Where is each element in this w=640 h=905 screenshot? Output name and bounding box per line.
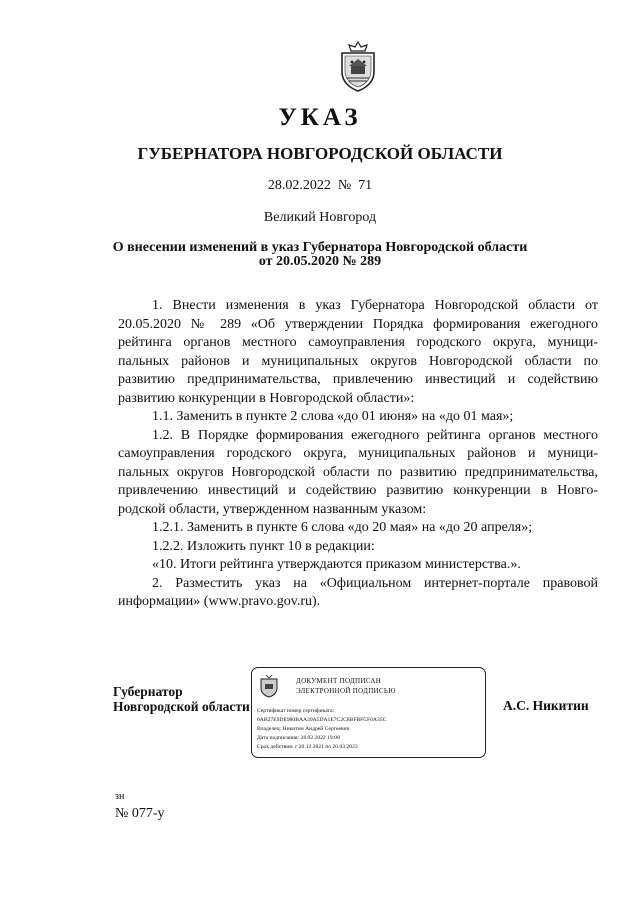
- stamp-validity: Срок действия: с 20.12.2021 по 20.03.2023: [257, 744, 358, 750]
- decree-number: 71: [358, 178, 373, 193]
- electronic-signature-stamp: [251, 667, 486, 758]
- decree-body: [118, 297, 598, 612]
- registration-number: № 077-у: [115, 806, 165, 821]
- decree-date: 28.02.2022: [267, 178, 331, 193]
- paragraph-2: 2. Разместить указ на «Официальном интернет-портале правовой информации» (www.pravo.gov.ru).: [118, 575, 598, 609]
- stamp-cert-label: Сертификат номер сертификата:: [257, 708, 335, 714]
- decree-subtitle: ГУБЕРНАТОРА НОВГОРОДСКОЙ ОБЛАСТИ: [137, 144, 503, 163]
- stamp-cert-number: 6AB27E9DE980BAA39A5DA1E7C2C8BFBFCF0A35C: [257, 717, 387, 723]
- position-line-1: Губернатор: [113, 684, 183, 699]
- position-line-2: Новгородской области: [113, 699, 250, 714]
- number-sign: №: [337, 178, 352, 193]
- document-footer: [115, 788, 165, 822]
- paragraph-1-2: 1.2. В Порядке формирования ежегодного рейтинга органов местного самоуправления городского округа, муниципальных районов и муници-пальных округов Новгородской области по развитию предпринимательства, привлечению инвестиций и содействию развитию конкуренции в Новго-родской области, утвержденном названным указом:: [118, 427, 598, 517]
- paragraph-1-2-1: 1.2.1. Заменить в пункте 6 слова «до 20 мая» на «до 20 апреля»;: [152, 520, 533, 535]
- decree-date-number: [40, 178, 600, 194]
- stamp-owner: Владелец: Никитин Андрей Сергеевич: [257, 726, 350, 732]
- coat-of-arms-icon: [337, 40, 379, 92]
- paragraph-1: 1. Внести изменения в указ Губернатора Новгородской области от 20.05.2020 № 289 «Об утверждении Порядка формирования ежегодного рейтинга органов местного самоуправления городского округа, муници-пальных районов и муниципальных округов Новгородской области по развитию предпринимательства, привлечению инвестиций и содействию развитию конкуренции в Новгородской области»:: [118, 298, 598, 406]
- executor-initials: зн: [115, 791, 125, 802]
- paragraph-1-1: 1.1. Заменить в пункте 2 слова «до 01 июня» на «до 01 мая»;: [152, 409, 514, 424]
- stamp-emblem-icon: [259, 674, 279, 698]
- heading-line-2: от 20.05.2020 № 289: [258, 254, 382, 269]
- signatory-name: А.С. Никитин: [503, 698, 589, 713]
- heading-line-1: О внесении изменений в указ Губернатора Новгородской области: [112, 240, 528, 255]
- signatory-position: [113, 684, 250, 714]
- city-name: Великий Новгород: [263, 210, 377, 225]
- paragraph-quote: «10. Итоги рейтинга утверждаются приказом министерства.».: [152, 557, 521, 572]
- stamp-signed-date: Дата подписания: 28.02.2022 19:08: [257, 735, 340, 741]
- stamp-title-2: ЭЛЕКТРОННОЙ ПОДПИСЬЮ: [296, 687, 396, 695]
- decree-title: УКАЗ: [278, 104, 362, 131]
- decree-heading: [40, 241, 600, 269]
- stamp-title-1: ДОКУМЕНТ ПОДПИСАН: [296, 677, 382, 685]
- paragraph-1-2-2: 1.2.2. Изложить пункт 10 в редакции:: [152, 538, 375, 554]
